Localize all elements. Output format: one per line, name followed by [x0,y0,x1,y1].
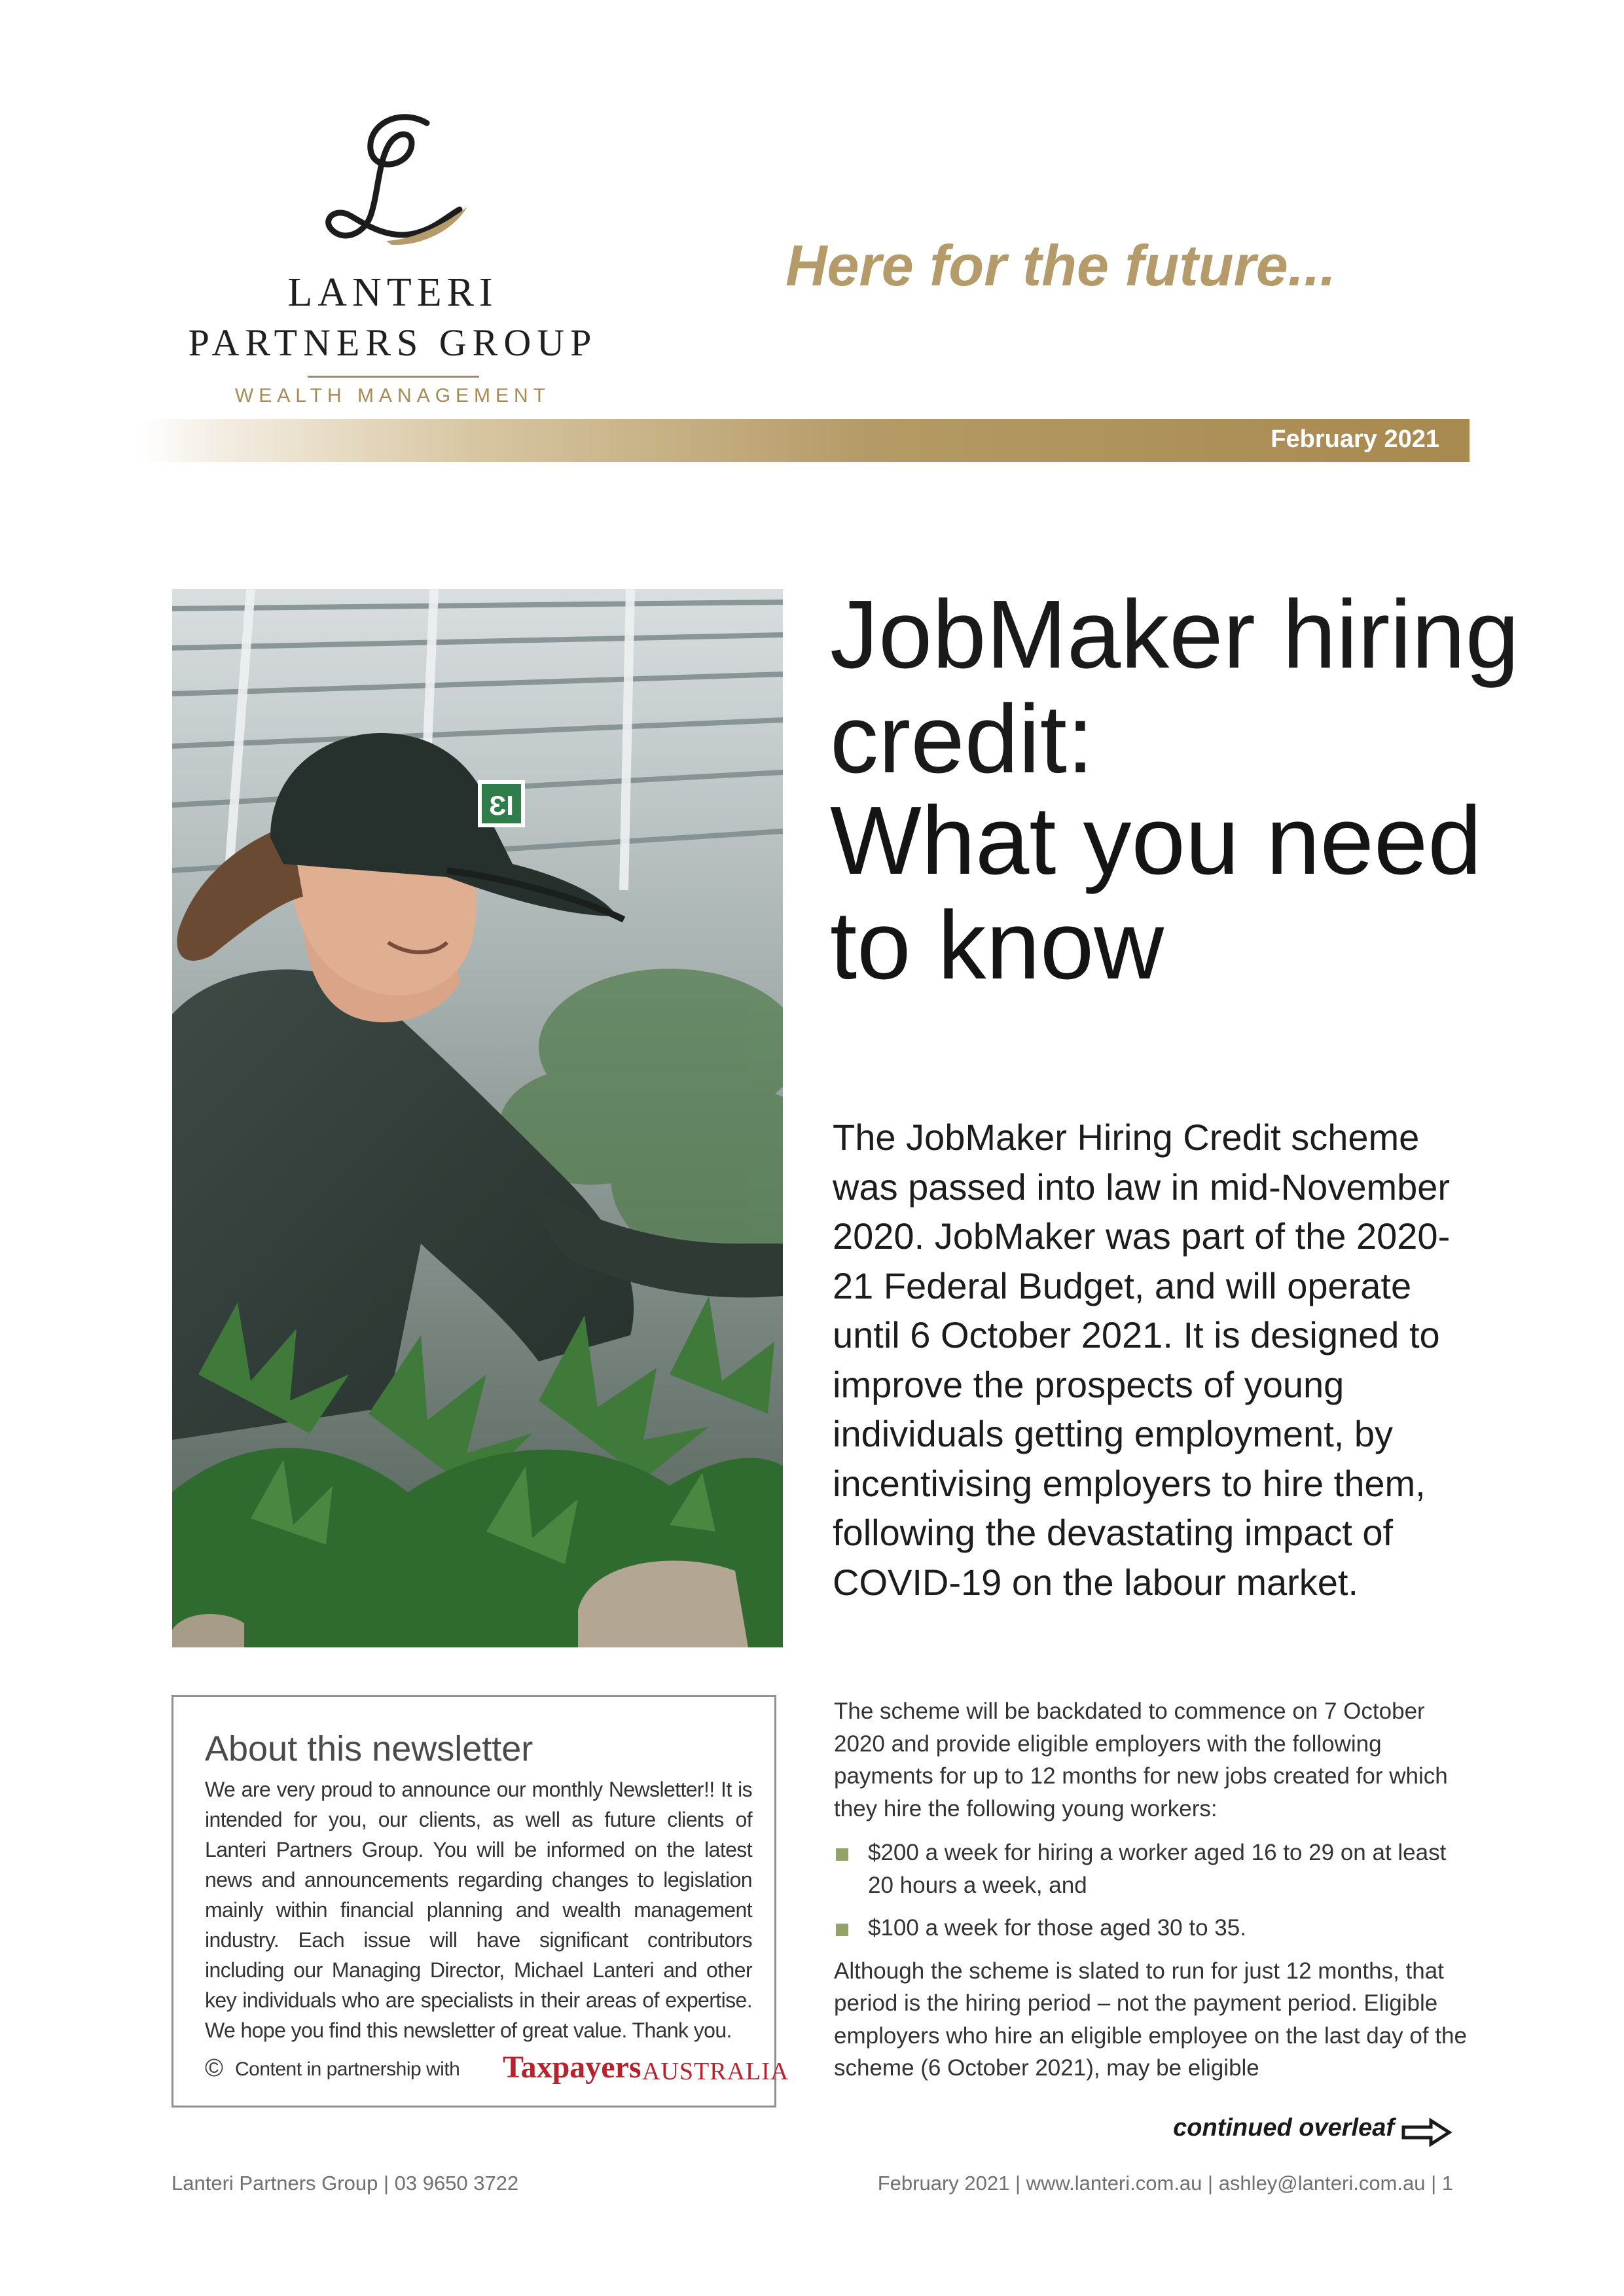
article-headline-bold: What you need to know [830,787,1482,999]
taxpayers-logo-subword: AUSTRALIA [642,2058,789,2085]
footer-page-info: February 2021 | www.lanteri.com.au | ashley@lanteri.com.au | 1 [877,2172,1453,2195]
tagline: Here for the future... [785,233,1336,298]
arrow-right-icon [1401,2118,1452,2147]
logo-wordmark-lanteri: LANTERI [287,270,498,315]
article-body [834,1695,1472,2085]
copyright-icon: © [205,2054,223,2082]
logo-wordmark-partners-group: PARTNERS GROUP [188,321,598,364]
partnership-credit [205,2050,789,2090]
cap-logo: ƐI [489,790,514,821]
article-headline-light: JobMaker hiring credit: [830,581,1519,793]
lanteri-logo-monogram [308,111,478,262]
about-text: We are very proud to announce our monthly Newsletter!! It is intended for you, our clients, as well as future clients of Lanteri Partners Group. You will be informed on the latest news and announcements regarding changes to legislation mainly within financial planning and wealth management industry. Each issue will have significant contributors including our Managing Director, Michael Lanteri and other key individuals who are specialists in their areas of expertise. We hope you find this newsletter of great value. Thank you. [205,1778,752,2042]
about-newsletter-box [171,1695,789,2108]
list-item [834,1837,1472,1901]
body-paragraph: Although the scheme is slated to run for just 12 months, that period is the hiring period – not the payment period. Eligible employers who hire an eligible employee on the last day of the scheme (6 October 2021), may be eligible [834,1958,1467,2081]
logo-wordmark-wealth-management: WEALTH MANAGEMENT [234,385,551,406]
partnership-text: Content in partnership with [235,2058,460,2080]
list-item [834,1912,1472,1945]
continued-overleaf: continued overleaf [1173,2114,1394,2142]
bullet-square-icon [836,1848,848,1861]
body-paragraph: The scheme will be backdated to commence on 7 October 2020 and provide eligible employers with the following payments for up to 12 months for new jobs created for which they hire the following young workers: [834,1698,1448,1821]
issue-date: February 2021 [1271,425,1439,453]
taxpayers-logo-word: Taxpayers [503,2050,641,2085]
article-intro: The JobMaker Hiring Credit scheme was passed into law in mid-November 2020. JobMaker was part of the 2020-21 Federal Budget, and will operate until 6 October 2021. It is designed to improve the prospects of young individuals getting employment, by incentivising employers to hire them, following the devastating impact of COVID-19 on the labour market. [833,1117,1451,1603]
list-item-text: $100 a week for those aged 30 to 35. [868,1915,1246,1941]
bullet-square-icon [836,1924,848,1936]
header-band [141,419,1470,462]
logo-divider [308,376,479,378]
payment-list [834,1837,1472,1945]
footer-contact: Lanteri Partners Group | 03 9650 3722 [171,2172,519,2195]
about-title: About this newsletter [205,1729,533,1768]
article-photo [172,589,783,1647]
list-item-text: $200 a week for hiring a worker aged 16 to 29 on at least 20 hours a week, and [868,1840,1447,1898]
